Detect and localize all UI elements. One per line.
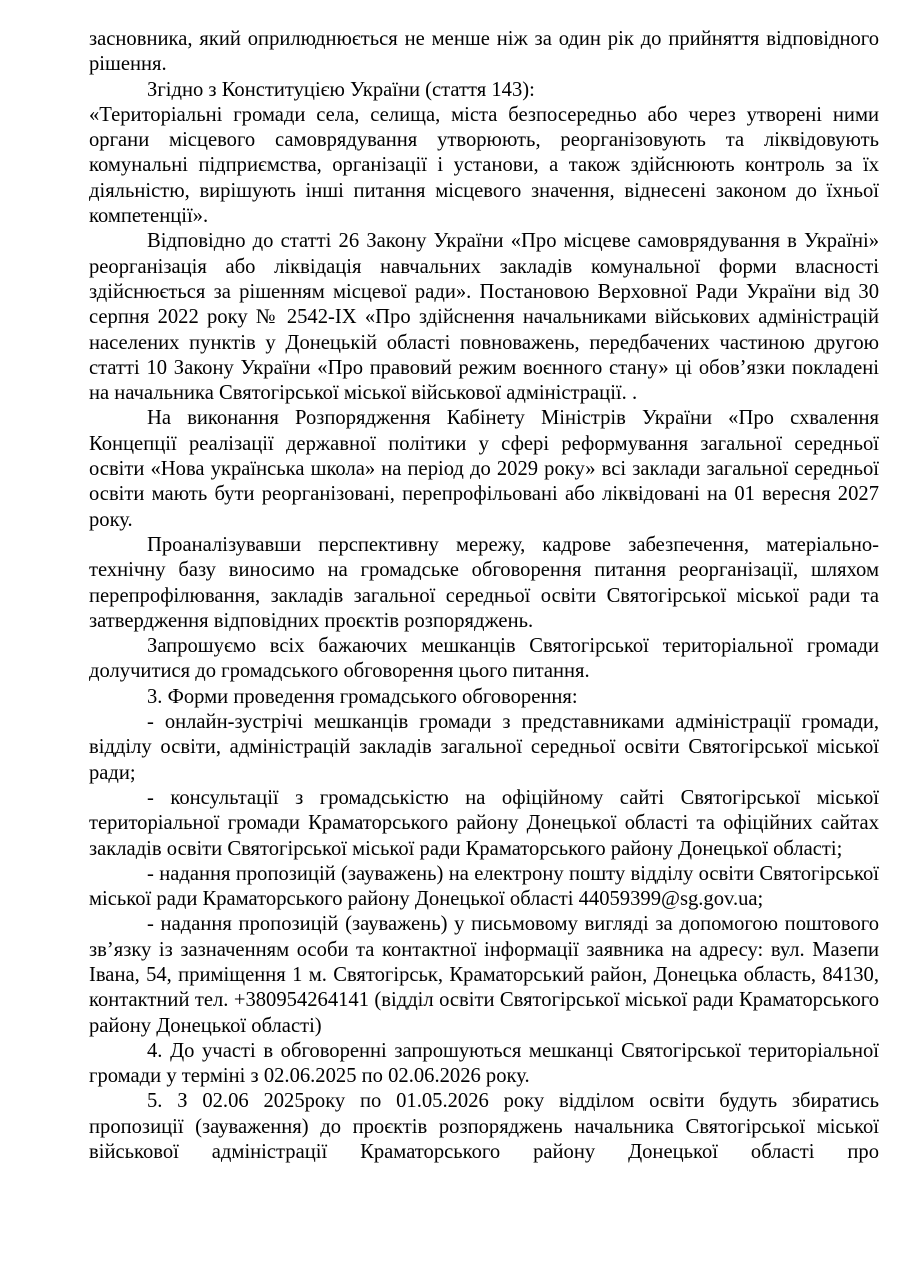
list-item-website-consultations: - консультації з громадськістю на офіційному сайті Святогірської міської територіальної громади Краматорського району Донецької області та офіційних сайтах закладів освіти Святогірської міської ради Краматорського району Донецької області; [89,786,879,860]
section-5-paragraph: 5. З 02.06 2025року по 01.05.2026 року відділом освіти будуть збиратись пропозиції (зауваження) до проєктів розпоряджень начальника Святогірської міської військової адміністрації Краматорського району Донецької області про [89,1090,879,1164]
list-item-online-meetings: - онлайн-зустрічі мешканців громади з представниками адміністрації громади, відділу освіти, адміністрацій закладів загальної середньої освіти Святогірської міської ради; [89,711,879,784]
section-4-paragraph: 4. До участі в обговоренні запрошуються мешканці Святогірської територіальної громади у терміні з 02.06.2025 по 02.06.2026 року. [89,1039,879,1088]
paragraph-analysis: Проаналізувавши перспективну мережу, кадрове забезпечення, матеріально-технічну базу виносимо на громадське обговорення питання реорганізації, шляхом перепрофілювання, закладів загальної середньої освіти Святогірської міської ради та затвердження відповідних проєктів розпоряджень. [89,533,879,632]
list-item-postal-proposals: - надання пропозицій (зауважень) у письмовому вигляді за допомогою поштового зв’язку із зазначенням особи та контактної інформації заявника на адресу: вул. Мазепи Івана, 54, приміщення 1 м. Святогірськ, Краматорський район, Донецька область, 84130, контактний тел. +380954264141 (відділ освіти Святогірської міської ради Краматорського району Донецької області) [89,913,879,1037]
list-item-email-proposals: - надання пропозицій (зауважень) на електрону пошту відділу освіти Святогірської міської ради Краматорського району Донецької області 44059399@sg.gov.ua; [89,862,879,911]
paragraph-invitation: Запрошуємо всіх бажаючих мешканців Святогірської територіальної громади долучитися до громадського обговорення цього питання. [89,635,879,683]
paragraph-constitution-intro: Згідно з Конституцією України (стаття 143): [147,78,535,101]
paragraph-cabinet-order: На виконання Розпорядження Кабінету Міністрів України «Про схвалення Концепції реалізації державної політики у сфері реформування загальної середньої освіти «Нова українська школа» на період до 2029 року» всі заклади загальної середньої освіти мають бути реорганізовані, перепрофільовані або ліквідовані на 01 вересня 2027 року. [89,407,879,531]
section-3-heading: 3. Форми проведення громадського обговорення: [147,685,578,708]
paragraph-law-article-26: Відповідно до статті 26 Закону України «Про місцеве самоврядування в Україні» реорганізація або ліквідація навчальних закладів комунальної форми власності здійснюється за рішенням місцевої ради». Постановою Верховної Ради України від 30 серпня 2022 року № 2542-ІХ «Про здійснення начальниками військових адміністрацій населених пунктів у Донецькій області повноважень, передбачених частиною другою статті 10 Закону України «Про правовий режим воєнного стану» ці обов’язки покладені на начальника Святогірської міської військової адміністрації. . [89,230,879,405]
paragraph-constitution-quote: «Територіальні громади села, селища, міста безпосередньо або через утворені ними органи місцевого самоврядування утворюють, реорганізовують та ліквідовують комунальні підприємства, організації і установи, а також здійснюють контроль за їх діяльністю, вирішують інші питання місцевого значення, віднесені законом до їхньої компетенції». [89,103,879,228]
paragraph-founder-notice: засновника, який оприлюднюється не менше ніж за один рік до прийняття відповідного рішення. [89,28,879,76]
